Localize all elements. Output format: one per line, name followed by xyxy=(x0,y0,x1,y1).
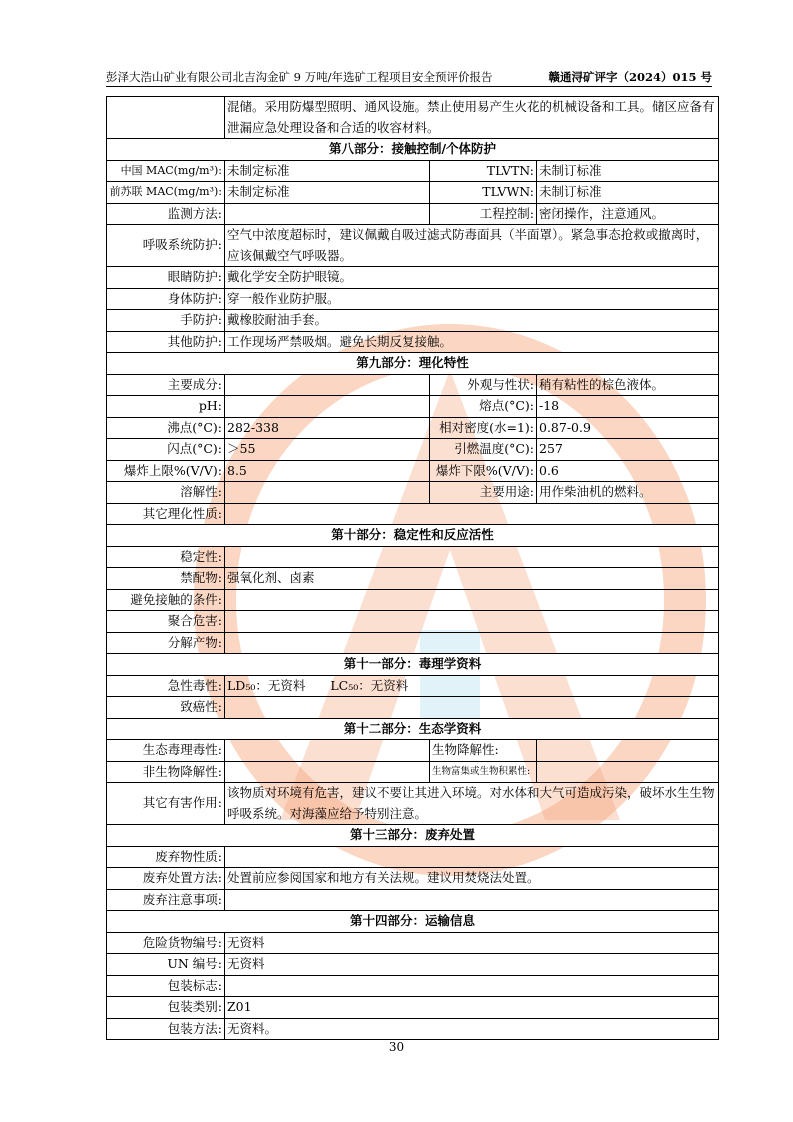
package-category-value: Z01 xyxy=(225,997,719,1019)
upper-limit-label: 爆炸上限%(V/V): xyxy=(107,460,225,482)
density-value: 0.87-0.9 xyxy=(537,417,719,439)
table-row xyxy=(107,546,719,568)
biodegradability-value xyxy=(537,740,719,762)
main-use-label: 主要用途: xyxy=(430,482,537,504)
table-row xyxy=(107,331,719,353)
table-row xyxy=(107,267,719,289)
table-row xyxy=(107,182,719,204)
header-report-number: 赣通浔矿评字（2024）015 号 xyxy=(548,70,712,84)
biodegradability-label: 生物降解性: xyxy=(430,740,537,762)
dangerous-goods-label: 危险货物编号: xyxy=(107,932,225,954)
ussr-mac-value: 未制定标准 xyxy=(225,182,430,204)
other-harm-value: 该物质对环境有危害，建议不要让其进入环境。对水体和大气可造成污染，破坏水生生物呼吸系统。对海藻应给予特别注意。 xyxy=(225,783,719,825)
section-12-title: 第十二部分：生态学资料 xyxy=(107,718,719,740)
table-row xyxy=(107,589,719,611)
table-row xyxy=(107,225,719,267)
ignition-temp-label: 引燃温度(°C): xyxy=(430,439,537,461)
disposal-method-value: 处置前应参阅国家和地方有关法规。建议用焚烧法处置。 xyxy=(225,868,719,890)
incompatible-label: 禁配物: xyxy=(107,568,225,590)
package-method-value: 无资料。 xyxy=(225,1018,719,1040)
respiratory-value: 空气中浓度超标时，建议佩戴自吸过滤式防毒面具（半面罩）。紧急事态抢救或撤离时，应该佩戴空气呼吸器。 xyxy=(225,225,719,267)
other-protection-value: 工作现场严禁吸烟。避免长期反复接触。 xyxy=(225,331,719,353)
ph-value xyxy=(225,396,430,418)
package-category-label: 包装类别: xyxy=(107,997,225,1019)
section-14-title: 第十四部分：运输信息 xyxy=(107,911,719,933)
waste-nature-label: 废弃物性质: xyxy=(107,846,225,868)
tlvwn-label: TLVWN: xyxy=(430,182,537,204)
dangerous-goods-value: 无资料 xyxy=(225,932,719,954)
sds-table xyxy=(106,96,719,1040)
table-row xyxy=(107,975,719,997)
ignition-temp-value: 257 xyxy=(537,439,719,461)
section-10-title: 第十部分：稳定性和反应活性 xyxy=(107,525,719,547)
table-row xyxy=(107,761,719,783)
china-mac-value: 未制定标准 xyxy=(225,160,430,182)
incompatible-value: 强氧化剂、卤素 xyxy=(225,568,719,590)
avoid-conditions-label: 避免接触的条件: xyxy=(107,589,225,611)
disposal-method-label: 废弃处置方法: xyxy=(107,868,225,890)
table-row xyxy=(107,632,719,654)
table-row xyxy=(107,460,719,482)
polymerization-value xyxy=(225,611,719,633)
avoid-conditions-value xyxy=(225,589,719,611)
storage-continuation-row xyxy=(107,97,719,139)
table-row xyxy=(107,846,719,868)
eye-label: 眼睛防护: xyxy=(107,267,225,289)
table-row xyxy=(107,740,719,762)
decomposition-label: 分解产物: xyxy=(107,632,225,654)
other-protection-label: 其他防护: xyxy=(107,331,225,353)
boiling-point-label: 沸点(°C): xyxy=(107,417,225,439)
page-number: 30 xyxy=(388,1040,405,1054)
un-number-value: 无资料 xyxy=(225,954,719,976)
carcinogenicity-value xyxy=(225,697,719,719)
other-properties-value xyxy=(225,503,719,525)
engineering-value: 密闭操作，注意通风。 xyxy=(537,203,719,225)
non-biodegradability-label: 非生物降解性: xyxy=(107,761,225,783)
other-harm-label: 其它有害作用: xyxy=(107,783,225,825)
ph-label: pH: xyxy=(107,396,225,418)
table-row xyxy=(107,288,719,310)
tlvtn-label: TLVTN: xyxy=(430,160,537,182)
table-row xyxy=(107,568,719,590)
table-row xyxy=(107,783,719,825)
respiratory-label: 呼吸系统防护: xyxy=(107,225,225,267)
section-13-title: 第十三部分：废弃处置 xyxy=(107,825,719,847)
table-row xyxy=(107,310,719,332)
table-row xyxy=(107,417,719,439)
package-mark-value xyxy=(225,975,719,997)
table-row xyxy=(107,482,719,504)
melting-point-value: -18 xyxy=(537,396,719,418)
tlvtn-value: 未制订标准 xyxy=(537,160,719,182)
main-use-value: 用作柴油机的燃料。 xyxy=(537,482,719,504)
table-row xyxy=(107,160,719,182)
appearance-label: 外观与性状: xyxy=(430,374,537,396)
table-row xyxy=(107,611,719,633)
stability-label: 稳定性: xyxy=(107,546,225,568)
china-mac-label: 中国 MAC(mg/m³): xyxy=(107,160,225,182)
table-row xyxy=(107,932,719,954)
other-properties-label: 其它理化性质: xyxy=(107,503,225,525)
page-header xyxy=(106,68,712,87)
flash-point-value: ＞55 xyxy=(225,439,430,461)
upper-limit-value: 8.5 xyxy=(225,460,430,482)
polymerization-label: 聚合危害: xyxy=(107,611,225,633)
lower-limit-label: 爆炸下限%(V/V): xyxy=(430,460,537,482)
monitor-label: 监测方法: xyxy=(107,203,225,225)
table-row xyxy=(107,697,719,719)
bioaccumulation-label: 生物富集或生物积累性: xyxy=(430,761,537,783)
stability-value xyxy=(225,546,719,568)
table-row xyxy=(107,675,719,697)
ussr-mac-label: 前苏联 MAC(mg/m³): xyxy=(107,182,225,204)
waste-nature-value xyxy=(225,846,719,868)
boiling-point-value: 282-338 xyxy=(225,417,430,439)
ecotoxicity-value xyxy=(225,740,430,762)
density-label: 相对密度(水=1): xyxy=(430,417,537,439)
table-row xyxy=(107,203,719,225)
package-method-label: 包装方法: xyxy=(107,1018,225,1040)
table-row xyxy=(107,503,719,525)
carcinogenicity-label: 致癌性: xyxy=(107,697,225,719)
table-row xyxy=(107,374,719,396)
solubility-value xyxy=(225,482,430,504)
header-report-title: 彭泽大浩山矿业有限公司北吉沟金矿 9 万吨/年选矿工程项目安全预评价报告 xyxy=(106,70,493,84)
non-biodegradability-value xyxy=(225,761,430,783)
lower-limit-value: 0.6 xyxy=(537,460,719,482)
storage-continuation-text: 混储。采用防爆型照明、通风设施。禁止使用易产生火花的机械设备和工具。储区应备有泄漏应急处理设备和合适的收容材料。 xyxy=(225,97,719,139)
section-8-title: 第八部分：接触控制/个体防护 xyxy=(107,139,719,161)
disposal-notice-label: 废弃注意事项: xyxy=(107,889,225,911)
hand-value: 戴橡胶耐油手套。 xyxy=(225,310,719,332)
table-row xyxy=(107,997,719,1019)
un-number-label: UN 编号: xyxy=(107,954,225,976)
melting-point-label: 熔点(°C): xyxy=(430,396,537,418)
eye-value: 戴化学安全防护眼镜。 xyxy=(225,267,719,289)
table-row xyxy=(107,439,719,461)
appearance-value: 稍有粘性的棕色液体。 xyxy=(537,374,719,396)
tlvwn-value: 未制订标准 xyxy=(537,182,719,204)
acute-toxicity-label: 急性毒性: xyxy=(107,675,225,697)
ecotoxicity-label: 生态毒理毒性: xyxy=(107,740,225,762)
section-11-title: 第十一部分：毒理学资料 xyxy=(107,654,719,676)
acute-toxicity-value: LD₅₀：无资料 LC₅₀：无资料 xyxy=(225,675,719,697)
table-row xyxy=(107,889,719,911)
package-mark-label: 包装标志: xyxy=(107,975,225,997)
disposal-notice-value xyxy=(225,889,719,911)
body-label: 身体防护: xyxy=(107,288,225,310)
flash-point-label: 闪点(°C): xyxy=(107,439,225,461)
body-value: 穿一般作业防护服。 xyxy=(225,288,719,310)
monitor-value xyxy=(225,203,430,225)
table-row xyxy=(107,396,719,418)
table-row xyxy=(107,954,719,976)
engineering-label: 工程控制: xyxy=(430,203,537,225)
composition-value xyxy=(225,374,430,396)
bioaccumulation-value xyxy=(537,761,719,783)
section-9-title: 第九部分：理化特性 xyxy=(107,353,719,375)
solubility-label: 溶解性: xyxy=(107,482,225,504)
table-row xyxy=(107,1018,719,1040)
hand-label: 手防护: xyxy=(107,310,225,332)
table-row xyxy=(107,868,719,890)
decomposition-value xyxy=(225,632,719,654)
composition-label: 主要成分: xyxy=(107,374,225,396)
